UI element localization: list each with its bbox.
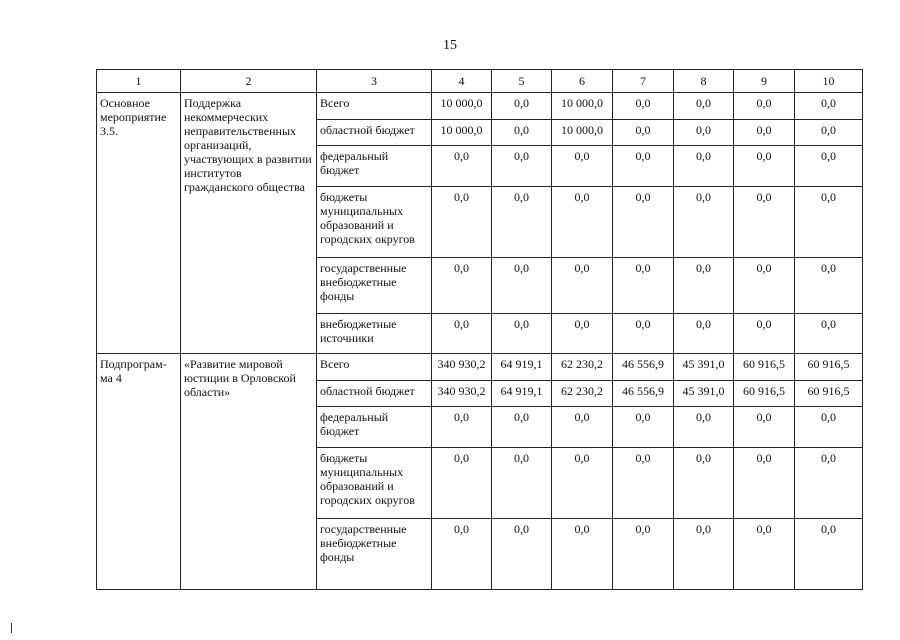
value-cell: 0,0 <box>613 146 674 187</box>
value-cell: 10 000,0 <box>432 93 492 120</box>
budget-table <box>96 69 863 590</box>
header-row <box>97 70 863 93</box>
value-cell: 0,0 <box>613 314 674 354</box>
value-cell: 0,0 <box>734 519 795 590</box>
value-cell: 60 916,5 <box>795 354 863 381</box>
value-cell: 0,0 <box>734 258 795 314</box>
value-cell: 0,0 <box>674 314 734 354</box>
value-cell: 0,0 <box>432 258 492 314</box>
value-cell: 0,0 <box>492 146 552 187</box>
funding-source-cell: государственные внебюджетные фонды <box>317 258 432 314</box>
funding-source-cell: внебюджетные источники <box>317 314 432 354</box>
value-cell: 0,0 <box>492 120 552 146</box>
value-cell: 0,0 <box>734 448 795 519</box>
funding-source-cell: бюджеты муниципальных образований и городских округов <box>317 187 432 258</box>
value-cell: 0,0 <box>432 314 492 354</box>
value-cell: 0,0 <box>613 407 674 448</box>
activity-name-cell: Поддержка некоммерческих неправительственных организаций, участвующих в развитии институтов гражданского общества <box>181 93 317 354</box>
value-cell: 0,0 <box>492 407 552 448</box>
value-cell: 60 916,5 <box>734 381 795 407</box>
value-cell: 60 916,5 <box>734 354 795 381</box>
value-cell: 0,0 <box>674 93 734 120</box>
funding-source-cell: Всего <box>317 93 432 120</box>
column-header: 8 <box>674 70 734 93</box>
value-cell: 0,0 <box>613 448 674 519</box>
funding-source-cell: федеральный бюджет <box>317 407 432 448</box>
value-cell: 62 230,2 <box>552 354 613 381</box>
column-header: 9 <box>734 70 795 93</box>
value-cell: 0,0 <box>674 187 734 258</box>
value-cell: 0,0 <box>613 93 674 120</box>
table-row <box>97 93 863 120</box>
value-cell: 0,0 <box>795 120 863 146</box>
value-cell: 0,0 <box>795 519 863 590</box>
value-cell: 45 391,0 <box>674 381 734 407</box>
value-cell: 0,0 <box>552 146 613 187</box>
value-cell: 0,0 <box>795 407 863 448</box>
scan-margin-mark <box>11 623 12 633</box>
column-header: 10 <box>795 70 863 93</box>
column-header: 3 <box>317 70 432 93</box>
funding-source-cell: государственные внебюджетные фонды <box>317 519 432 590</box>
value-cell: 0,0 <box>492 93 552 120</box>
value-cell: 10 000,0 <box>432 120 492 146</box>
funding-source-cell: федеральный бюджет <box>317 146 432 187</box>
value-cell: 0,0 <box>674 519 734 590</box>
value-cell: 0,0 <box>552 314 613 354</box>
value-cell: 0,0 <box>734 314 795 354</box>
value-cell: 0,0 <box>734 120 795 146</box>
value-cell: 0,0 <box>795 448 863 519</box>
value-cell: 64 919,1 <box>492 354 552 381</box>
funding-source-cell: областной бюджет <box>317 120 432 146</box>
value-cell: 0,0 <box>492 519 552 590</box>
value-cell: 0,0 <box>552 407 613 448</box>
value-cell: 0,0 <box>492 448 552 519</box>
value-cell: 0,0 <box>552 258 613 314</box>
table-row <box>97 354 863 381</box>
value-cell: 0,0 <box>674 407 734 448</box>
column-header: 1 <box>97 70 181 93</box>
activity-name-cell: «Развитие мировой юстиции в Орловской области» <box>181 354 317 590</box>
value-cell: 340 930,2 <box>432 354 492 381</box>
value-cell: 10 000,0 <box>552 120 613 146</box>
value-cell: 0,0 <box>492 258 552 314</box>
value-cell: 0,0 <box>432 519 492 590</box>
value-cell: 0,0 <box>795 258 863 314</box>
value-cell: 0,0 <box>432 407 492 448</box>
value-cell: 46 556,9 <box>613 354 674 381</box>
value-cell: 45 391,0 <box>674 354 734 381</box>
page-number: 15 <box>443 38 457 53</box>
value-cell: 0,0 <box>674 120 734 146</box>
value-cell: 0,0 <box>432 146 492 187</box>
value-cell: 0,0 <box>674 146 734 187</box>
value-cell: 0,0 <box>734 407 795 448</box>
value-cell: 0,0 <box>795 314 863 354</box>
activity-code-cell: Основное мероприятие 3.5. <box>97 93 181 354</box>
value-cell: 0,0 <box>734 93 795 120</box>
value-cell: 10 000,0 <box>552 93 613 120</box>
column-header: 2 <box>181 70 317 93</box>
column-header: 5 <box>492 70 552 93</box>
column-header: 7 <box>613 70 674 93</box>
value-cell: 46 556,9 <box>613 381 674 407</box>
value-cell: 0,0 <box>613 519 674 590</box>
column-header: 4 <box>432 70 492 93</box>
value-cell: 0,0 <box>613 187 674 258</box>
value-cell: 0,0 <box>552 448 613 519</box>
value-cell: 0,0 <box>613 120 674 146</box>
column-header: 6 <box>552 70 613 93</box>
value-cell: 0,0 <box>795 187 863 258</box>
funding-source-cell: бюджеты муниципальных образований и городских округов <box>317 448 432 519</box>
value-cell: 62 230,2 <box>552 381 613 407</box>
value-cell: 0,0 <box>492 187 552 258</box>
value-cell: 0,0 <box>492 314 552 354</box>
value-cell: 0,0 <box>795 146 863 187</box>
value-cell: 0,0 <box>795 93 863 120</box>
funding-source-cell: областной бюджет <box>317 381 432 407</box>
value-cell: 0,0 <box>734 187 795 258</box>
funding-source-cell: Всего <box>317 354 432 381</box>
value-cell: 64 919,1 <box>492 381 552 407</box>
value-cell: 0,0 <box>674 448 734 519</box>
value-cell: 0,0 <box>432 187 492 258</box>
value-cell: 60 916,5 <box>795 381 863 407</box>
value-cell: 0,0 <box>613 258 674 314</box>
value-cell: 340 930,2 <box>432 381 492 407</box>
value-cell: 0,0 <box>674 258 734 314</box>
value-cell: 0,0 <box>432 448 492 519</box>
value-cell: 0,0 <box>734 146 795 187</box>
value-cell: 0,0 <box>552 187 613 258</box>
value-cell: 0,0 <box>552 519 613 590</box>
activity-code-cell: Подпрограм-ма 4 <box>97 354 181 590</box>
